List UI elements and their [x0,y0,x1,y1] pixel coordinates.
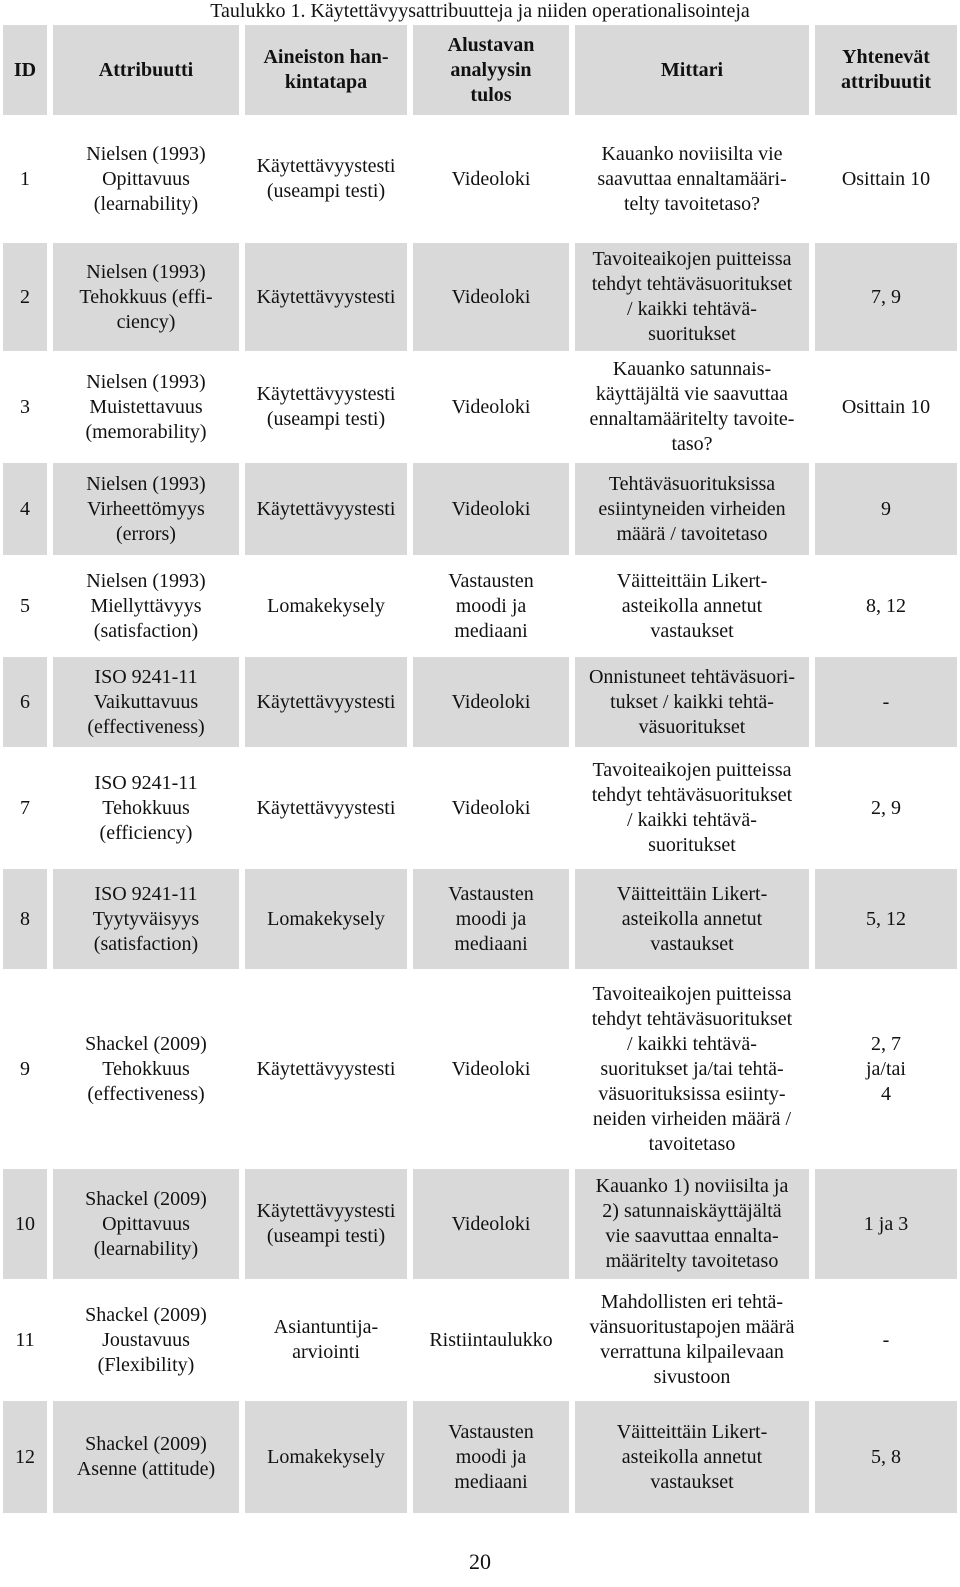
cell-preliminary-analysis: Videoloki [413,753,569,863]
cell-attribute: ISO 9241-11 Tehokkuus (efficiency) [53,753,239,863]
cell-collection-method: Lomakekysely [245,561,407,651]
cell-metric: Väitteittäin Likert- asteikolla annetut vastaukset [575,561,809,651]
cell-preliminary-analysis: Vastausten moodi ja mediaani [413,1401,569,1513]
cell-metric: Väitteittäin Likert- asteikolla annetut vastaukset [575,869,809,969]
cell-preliminary-analysis: Videoloki [413,1169,569,1279]
cell-id: 10 [3,1169,47,1279]
header-id: ID [3,25,47,115]
cell-preliminary-analysis: Videoloki [413,243,569,351]
cell-attribute: Nielsen (1993) Tehokkuus (effi- ciency) [53,243,239,351]
cell-collection-method: Käytettävyystesti [245,463,407,555]
cell-metric: Tehtäväsuorituksissa esiintyneiden virheiden määrä / tavoitetaso [575,463,809,555]
cell-id: 5 [3,561,47,651]
cell-id: 4 [3,463,47,555]
cell-attribute: Nielsen (1993) Virheettömyys (errors) [53,463,239,555]
cell-collection-method: Lomakekysely [245,1401,407,1513]
cell-related-attributes: 7, 9 [815,243,957,351]
cell-attribute: Shackel (2009) Joustavuus (Flexibility) [53,1285,239,1395]
cell-metric: Kauanko noviisilta vie saavuttaa ennaltamääri- telty tavoitetaso? [575,121,809,237]
cell-id: 7 [3,753,47,863]
cell-related-attributes: 8, 12 [815,561,957,651]
cell-collection-method: Käytettävyystesti (useampi testi) [245,357,407,457]
cell-attribute: Nielsen (1993) Opittavuus (learnability) [53,121,239,237]
cell-related-attributes: 5, 8 [815,1401,957,1513]
cell-metric: Tavoiteaikojen puitteissa tehdyt tehtäväsuoritukset / kaikki tehtävä- suoritukset [575,243,809,351]
cell-collection-method: Käytettävyystesti [245,657,407,747]
cell-collection-method: Käytettävyystesti [245,753,407,863]
cell-id: 1 [3,121,47,237]
cell-preliminary-analysis: Videoloki [413,975,569,1163]
cell-collection-method: Käytettävyystesti (useampi testi) [245,1169,407,1279]
cell-attribute: ISO 9241-11 Tyytyväisyys (satisfaction) [53,869,239,969]
cell-id: 9 [3,975,47,1163]
cell-id: 6 [3,657,47,747]
cell-related-attributes: - [815,1285,957,1395]
cell-collection-method: Käytettävyystesti [245,975,407,1163]
cell-related-attributes: 2, 7 ja/tai 4 [815,975,957,1163]
cell-metric: Kauanko satunnais- käyttäjältä vie saavuttaa ennaltamääritelty tavoite- taso? [575,357,809,457]
cell-collection-method: Käytettävyystesti [245,243,407,351]
cell-preliminary-analysis: Videoloki [413,657,569,747]
cell-preliminary-analysis: Ristiintaulukko [413,1285,569,1395]
cell-related-attributes: 5, 12 [815,869,957,969]
cell-metric: Tavoiteaikojen puitteissa tehdyt tehtäväsuoritukset / kaikki tehtävä- suoritukset ja/tai tehtä- väsuorituksissa esiinty- neiden virheiden määrä / tavoitetaso [575,975,809,1163]
cell-id: 3 [3,357,47,457]
cell-related-attributes: 1 ja 3 [815,1169,957,1279]
table-caption-text: Taulukko 1. Käytettävyysattribuutteja ja niiden operationalisointeja [210,0,750,22]
cell-attribute: ISO 9241-11 Vaikuttavuus (effectiveness) [53,657,239,747]
table-caption [0,0,960,22]
cell-collection-method: Lomakekysely [245,869,407,969]
cell-attribute: Nielsen (1993) Miellyttävyys (satisfaction) [53,561,239,651]
cell-attribute: Nielsen (1993) Muistettavuus (memorability) [53,357,239,457]
cell-metric: Onnistuneet tehtäväsuori- tukset / kaikki tehtä- väsuoritukset [575,657,809,747]
cell-related-attributes: Osittain 10 [815,121,957,237]
cell-related-attributes: - [815,657,957,747]
header-preliminary-analysis: Alustavan analyysin tulos [413,25,569,115]
cell-related-attributes: Osittain 10 [815,357,957,457]
cell-metric: Mahdollisten eri tehtä- vänsuoritustapojen määrä verrattuna kilpailevaan sivustoon [575,1285,809,1395]
header-related-attributes: Yhtenevät attribuutit [815,25,957,115]
cell-attribute: Shackel (2009) Asenne (attitude) [53,1401,239,1513]
cell-preliminary-analysis: Videoloki [413,357,569,457]
cell-id: 12 [3,1401,47,1513]
page-number: 20 [469,1549,491,1574]
cell-preliminary-analysis: Vastausten moodi ja mediaani [413,561,569,651]
cell-attribute: Shackel (2009) Tehokkuus (effectiveness) [53,975,239,1163]
cell-preliminary-analysis: Videoloki [413,463,569,555]
cell-metric: Kauanko 1) noviisilta ja 2) satunnaiskäyttäjältä vie saavuttaa ennalta- määritelty tavoitetaso [575,1169,809,1279]
cell-related-attributes: 2, 9 [815,753,957,863]
header-collection-method: Aineiston han- kintatapa [245,25,407,115]
usability-attributes-table [0,22,960,1520]
cell-id: 11 [3,1285,47,1395]
cell-preliminary-analysis: Videoloki [413,121,569,237]
cell-related-attributes: 9 [815,463,957,555]
cell-preliminary-analysis: Vastausten moodi ja mediaani [413,869,569,969]
cell-id: 8 [3,869,47,969]
cell-attribute: Shackel (2009) Opittavuus (learnability) [53,1169,239,1279]
cell-metric: Väitteittäin Likert- asteikolla annetut vastaukset [575,1401,809,1513]
header-metric: Mittari [575,25,809,115]
cell-metric: Tavoiteaikojen puitteissa tehdyt tehtäväsuoritukset / kaikki tehtävä- suoritukset [575,753,809,863]
header-attribute: Attribuutti [53,25,239,115]
cell-collection-method: Käytettävyystesti (useampi testi) [245,121,407,237]
cell-id: 2 [3,243,47,351]
cell-collection-method: Asiantuntija- arviointi [245,1285,407,1395]
